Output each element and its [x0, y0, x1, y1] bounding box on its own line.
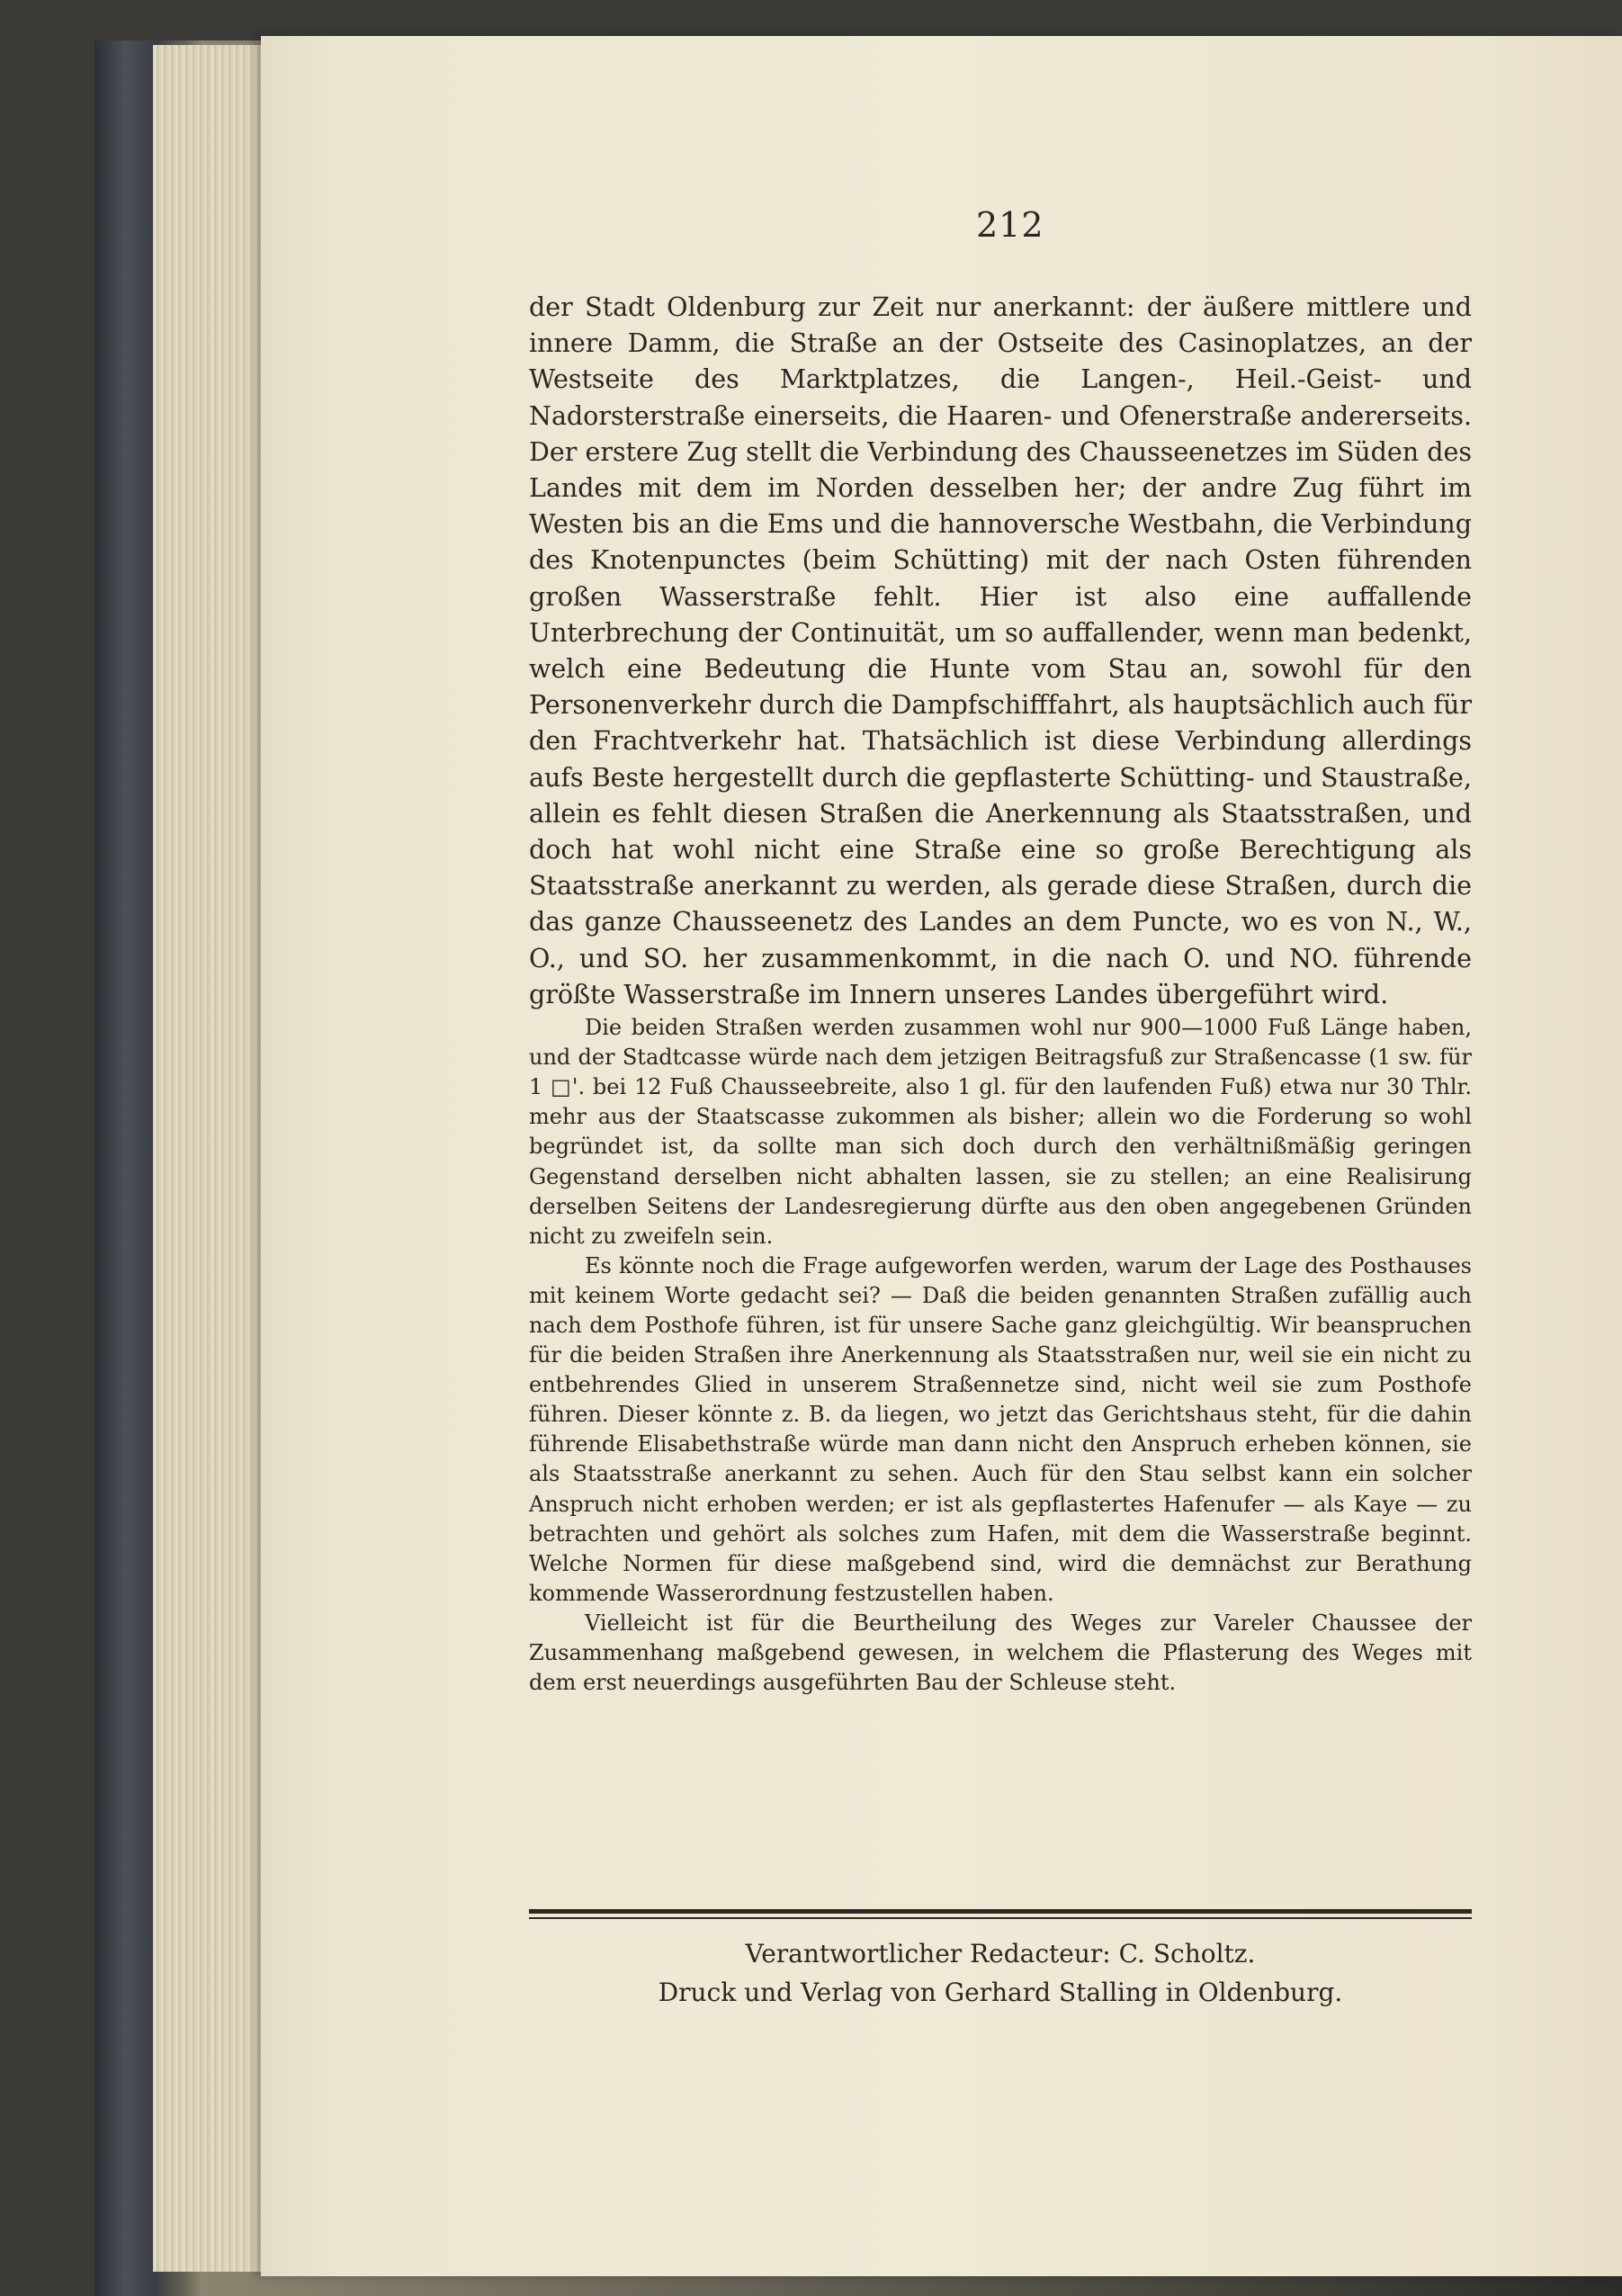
divider-rule [529, 1909, 1472, 1914]
page-body [529, 290, 1472, 1698]
editor-imprint: Verantwortlicher Redacteur: C. Scholtz. [745, 1939, 1256, 1969]
divider-rule-thin [529, 1917, 1472, 1919]
paragraph-streets-length: Die beiden Straßen werden zusammen wohl nur 900—1000 Fuß Länge haben, und der Stadtcasse würde nach dem jetzigen Beitragsfuß zur Straßencasse (1 sw. für 1 □'. bei 12 Fuß Chausseebreite, also 1 gl. für den laufenden Fuß) etwa nur 30 Thlr. mehr aus der Staatscasse zukommen als bisher; allein wo die Forderung so wohl begründet ist, da sollte man sich doch durch den verhältnißmäßig geringen Gegenstand derselben nicht abhalten lassen, sie zu stellen; an eine Realisirung derselben Seitens der Landesregierung dürfte aus den oben angegebenen Gründen nicht zu zweifeln sein. [529, 1015, 1472, 1249]
page-number: 212 [976, 205, 1044, 245]
printer-imprint: Druck und Verlag von Gerhard Stalling in Oldenburg. [658, 1978, 1343, 2007]
paragraph-posthouse: Es könnte noch die Frage aufgeworfen werden, warum der Lage des Posthauses mit keinem Worte gedacht sei? — Daß die beiden genannten Straßen zufällig auch nach dem Posthofe führen, ist für unsere Sache ganz gleichgültig. Wir beanspruchen für die beiden Straßen ihre Anerkennung als Staatsstraßen nur, weil sie ein nicht zu entbehrendes Glied in unserem Straßennetze sind, nicht weil sie zum Posthofe führen. Dieser könnte z. B. da liegen, wo jetzt das Gerichtshaus steht, für die dahin führende Elisabethstraße würde man dann nicht den Anspruch erheben können, sie als Staatsstraße anerkannt zu sehen. Auch für den Stau selbst kann ein solcher Anspruch nicht erhoben werden; er ist als gepflastertes Hafenufer — als Kaye — zu betrachten und gehört als solches zum Hafen, mit dem die Wasserstraße beginnt. Welche Normen für diese maßgebend sind, wird die demnächst zur Berathung kommende Wasserordnung festzustellen haben. [529, 1252, 1472, 1606]
paragraph-vareler-chaussee: Vielleicht ist für die Beurtheilung des Weges zur Vareler Chaussee der Zusammenhang maßgebend gewesen, in welchem die Pflasterung des Weges mit dem erst neuerdings ausgeführten Bau der Schleuse steht. [529, 1610, 1472, 1696]
paragraph-main: der Stadt Oldenburg zur Zeit nur anerkannt: der äußere mittlere und innere Damm, die Straße an der Ostseite des Casinoplatzes, an der Westseite des Marktplatzes, die Langen-, Heil.-Geist- und Nadorsterstraße einerseits, die Haaren- und Ofenerstraße andererseits. Der erstere Zug stellt die Verbindung des Chausseenetzes im Süden des Landes mit dem im Norden desselben her; der andre Zug führt im Westen bis an die Ems und die hannoversche Westbahn, die Verbindung des Knotenpunctes (beim Schütting) mit der nach Osten führenden großen Wasserstraße fehlt. Hier ist also eine auffallende Unterbrechung der Continuität, um so auffallender, wenn man bedenkt, welch eine Bedeutung die Hunte vom Stau an, sowohl für den Personenverkehr durch die Dampfschifffahrt, als hauptsächlich auch für den Frachtverkehr hat. Thatsächlich ist diese Verbindung allerdings aufs Beste hergestellt durch die gepflasterte Schütting- und Staustraße, allein es fehlt diesen Straßen die Anerkennung als Staatsstraßen, und doch hat wohl nicht eine Straße eine so große Berechtigung als Staatsstraße anerkannt zu werden, als gerade diese Straßen, durch die das ganze Chausseenetz des Landes an dem Puncte, wo es von N., W., O., und SO. her zusammenkommt, in die nach O. und NO. führende größte Wasserstraße im Innern unseres Landes übergeführt wird. [529, 292, 1472, 1009]
